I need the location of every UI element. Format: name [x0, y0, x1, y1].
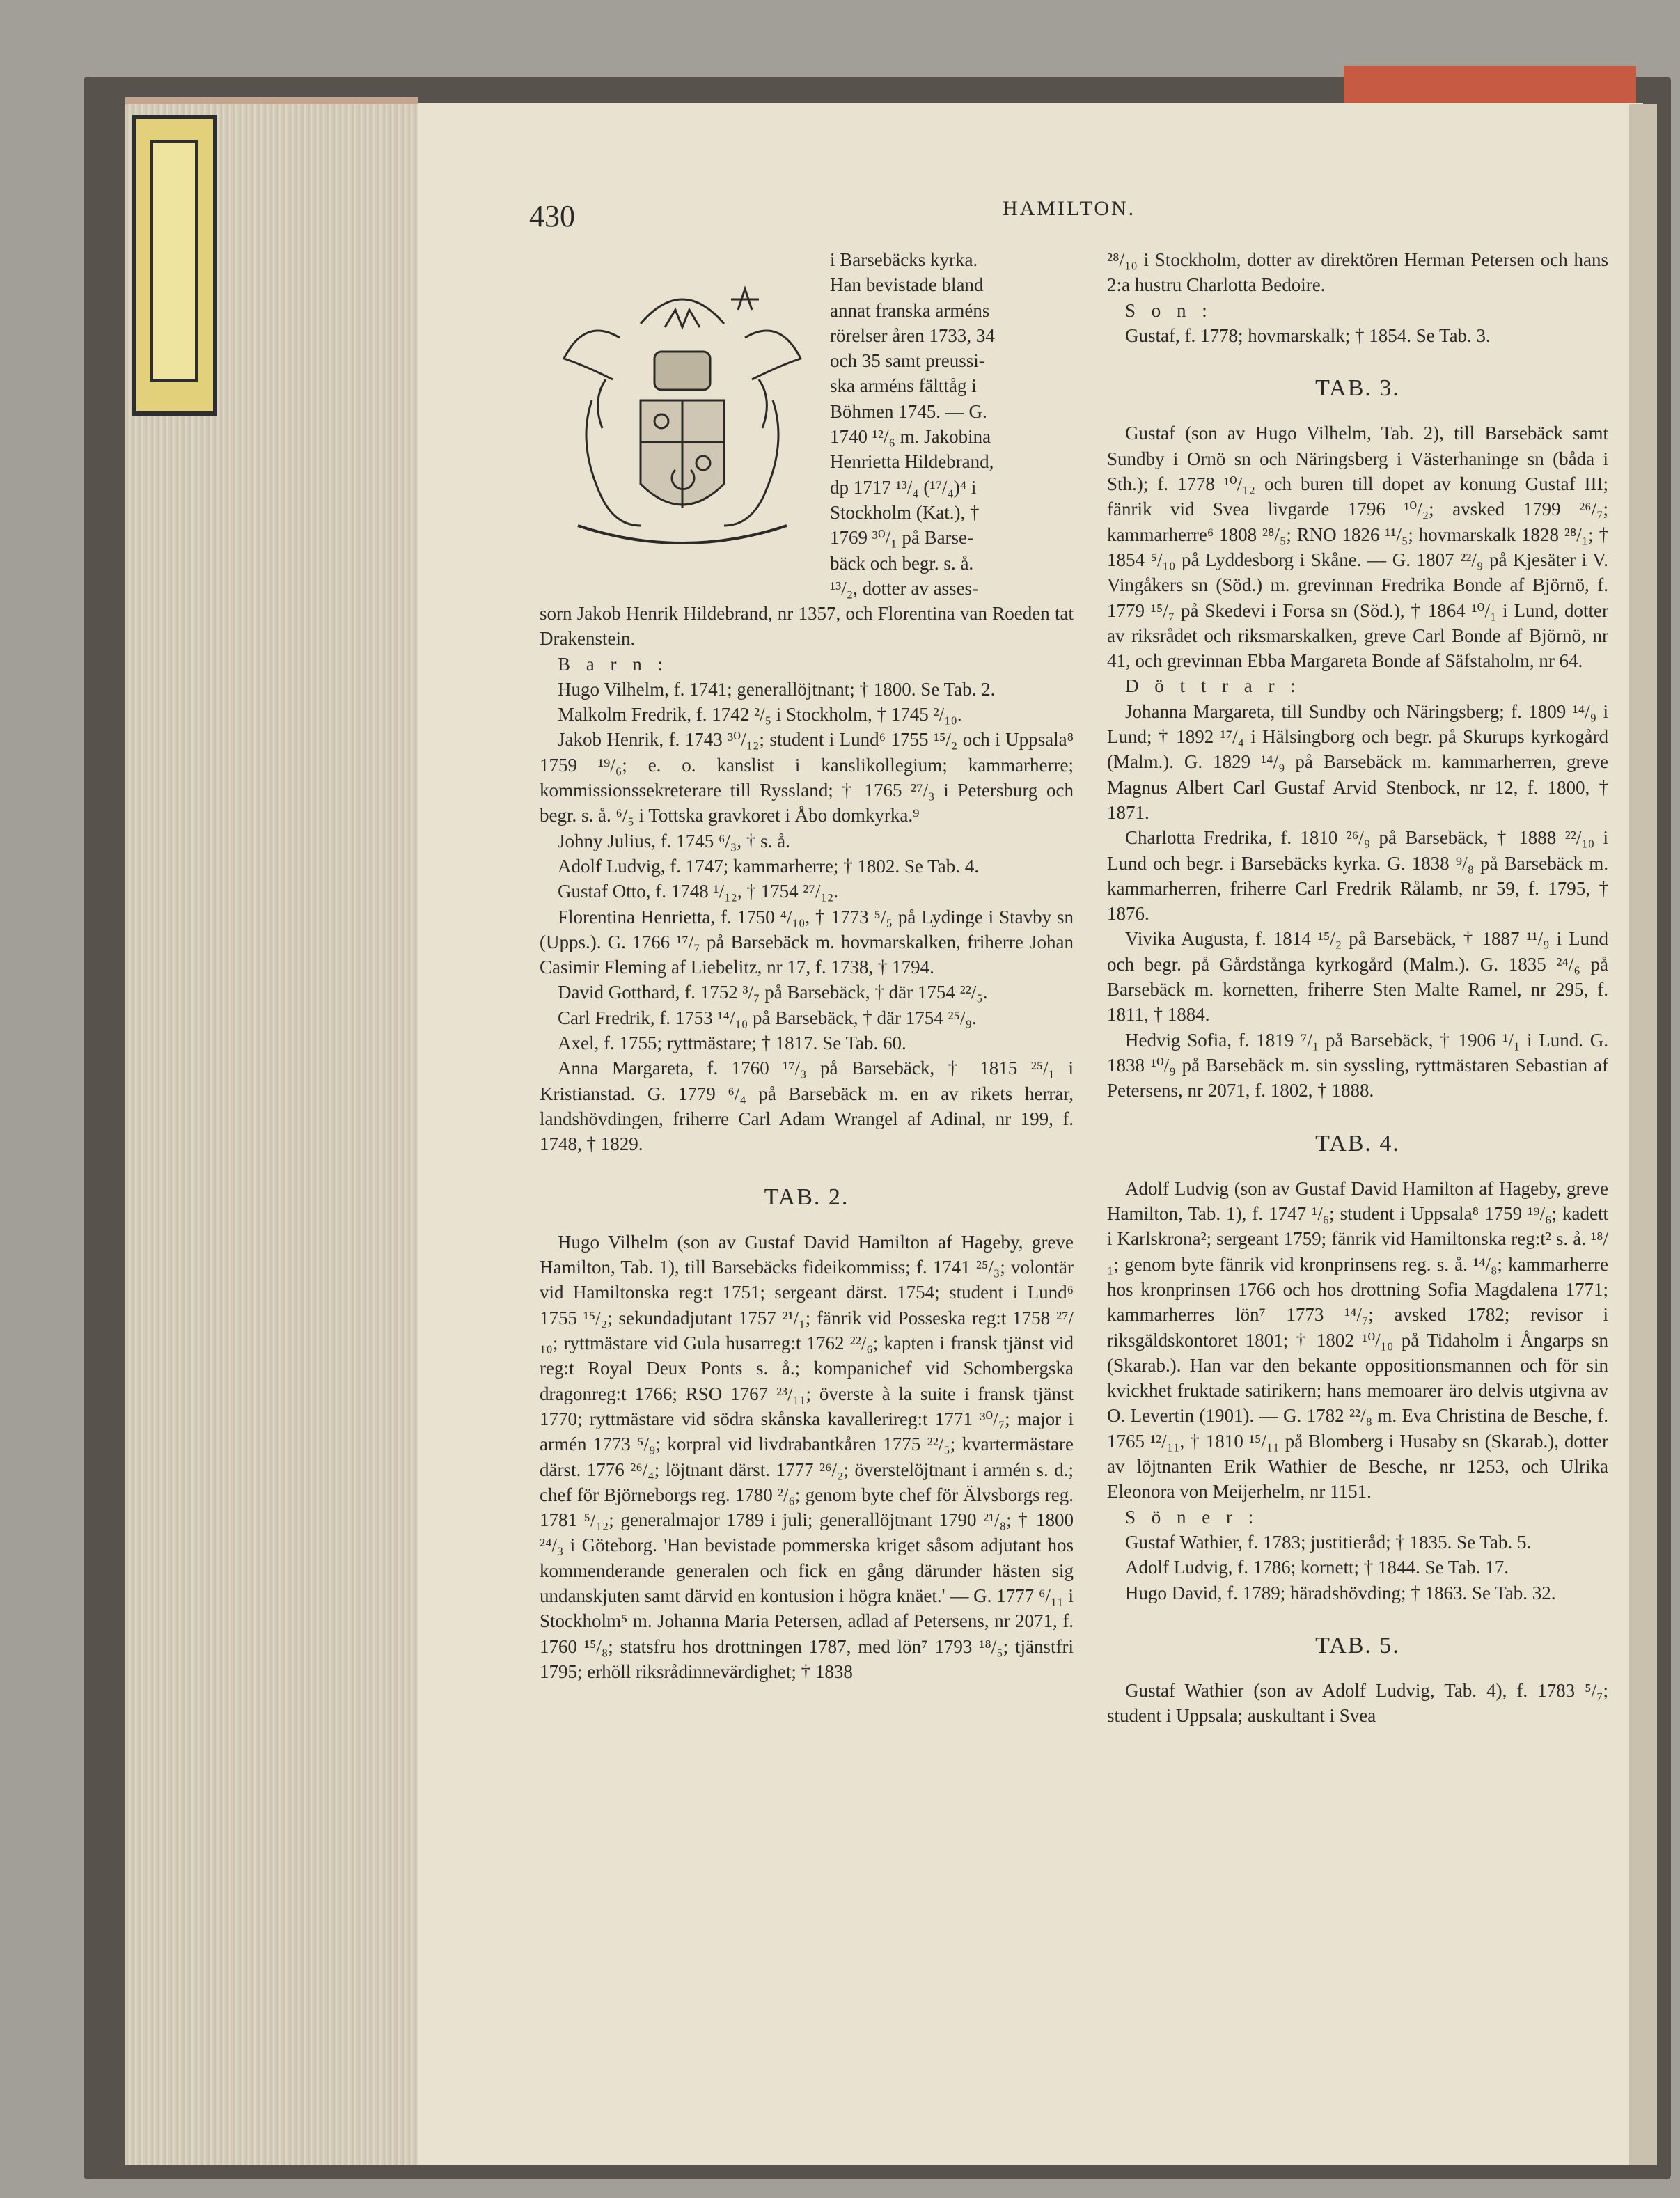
entry: Florentina Henrietta, f. 1750 ⁴/₁₀, † 1773 ⁵/₅ på Lydinge i Stavby sn (Upps.). G. 1766 ¹⁷/₇ på Barsebäck m. hovmarskalken, friherre Johan Casimir Fleming af Liebelitz, nr 17, f. 1738, † 1794.	[540, 906, 1074, 978]
wrap-line: Böhmen 1745. — G.	[830, 400, 987, 422]
entry: Jakob Henrik, f. 1743 ³⁰/₁₂; student i Lund⁶ 1755 ¹⁵/₂ och i Uppsala⁸ 1759 ¹⁹/₆; e. o. kanslist i kanslikollegium; kammarherre; kommissionssekreterare till Ryssland; † 1765 ²⁷/₃ i Petersburg och begr. s. å. ⁶/₅ i Tottska gravkoret i Åbo domkyrka.⁹	[540, 729, 1074, 826]
entry: Gustaf Otto, f. 1748 ¹/₁₂, † 1754 ²⁷/₁₂.	[558, 881, 838, 902]
paragraph: ²⁸/₁₀ i Stockholm, dotter av direktören Herman Petersen och hans 2:a hustru Charlotta Bedoire.	[1107, 249, 1608, 296]
right-column	[1107, 247, 1608, 1729]
entry: Adolf Ludvig (son av Gustaf David Hamilton af Hageby, greve Hamilton, Tab. 1), f. 1747 ¹/₆; student i Uppsala⁸ 1759 ¹⁹/₆; kadett i Karlskrona²; sergeant 1759; fänrik vid Hamiltonska reg:t² s. å. ¹⁸/₁; genom byte fänrik vid kronprinsens reg. s. å. ¹⁴/₈; kammarherre hos kronprinsen 1766 och hos drottning Sofia Magdalena 1771; kammarherres lön⁷ 1773 ¹⁴/₇; avsked 1782; revisor i riksgäldskontoret 1801; † 1802 ¹⁰/₁₀ på Tidaholm i Ångarps sn (Skarab.). Han var den bekante oppositionsmannen och för sin kvickhet fruktade satirikern; hans memoarer äro delvis utgivna av O. Levertin (1901). — G. 1782 ²²/₈ m. Eva Christina de Besche, f. 1765 ¹²/₁₁, † 1810 ¹⁵/₁₁ på Blomberg i Husaby sn (Skarab.), dotter av löjtnanten Erik Wathier de Besche, nr 1253, och Ulrika Eleonora von Meijerhelm, nr 1151.	[1107, 1177, 1608, 1502]
wrap-line: rörelser åren 1733, 34	[830, 324, 995, 346]
entry: Gustaf (son av Hugo Vilhelm, Tab. 2), till Barsebäck samt Sundby i Ornö sn och Näringsberg i Västerhaninge sn (båda i Sth.); f. 1778 ¹⁰/₁₂ och buren till dopet av konung Gustaf III; fänrik vid Svea livgarde 1796 ¹⁰/₂; avsked 1799 ²⁶/₇; kammarherre⁶ 1808 ²⁸/₅; RNO 1826 ¹¹/₅; hovmarskalk 1828 ²⁸/₁; † 1854 ⁵/₁₀ på Lyddesborg i Skåne. — G. 1807 ²²/₉ på Kjesäter i V. Vingåkers sn (Söd.) m. grevinnan Fredrika Bonde af Björnö, f. 1779 ¹⁵/₇ på Skedevi i Forsa sn (Söd.), † 1864 ¹⁰/₁ i Lund, dotter av riksrådet och riksmarskalken, greve Carl Bonde af Björnö, nr 41, och grevinnan Ebba Margareta Bonde af Säfstaholm, nr 64.	[1107, 423, 1608, 672]
wrap-line: bäck och begr. s. å.	[830, 552, 974, 574]
page-marker-tab	[1344, 66, 1636, 108]
wrap-line: ¹³/₂, dotter av asses-	[830, 577, 979, 599]
section-heading: TAB. 2.	[764, 1184, 849, 1210]
entry: Anna Margareta, f. 1760 ¹⁷/₃ på Barsebäck, † 1815 ²⁵/₁ i Kristianstad. G. 1779 ⁶/₄ på Barsebäck m. en av rikets herrar, landshövdingen, friherre Carl Adam Wrangel af Adinal, nr 199, f. 1748, † 1829.	[540, 1058, 1074, 1155]
wrap-line: ska arméns fälttåg i	[830, 375, 977, 397]
wrap-line: 1769 ³⁰/₁ på Barse-	[830, 527, 974, 549]
entry: Hedvig Sofia, f. 1819 ⁷/₁ på Barsebäck, † 1906 ¹/₁ i Lund. G. 1838 ¹⁰/₉ på Barsebäck m. sin syssling, ryttmästaren Sebastian af Petersens, nr 2071, f. 1802, † 1888.	[1107, 1029, 1608, 1101]
entry: Johanna Margareta, till Sundby och Näringsberg; f. 1809 ¹⁴/₉ i Lund; † 1892 ¹⁷/₄ i Hälsingborg och begr. på Skurups kyrkogård (Malm.). G. 1829 ¹⁴/₉ på Barsebäck m. kammarherren, greve Magnus Albert Carl Gustaf Arvid Stenbock, nr 12, f. 1800, † 1871.	[1107, 700, 1608, 823]
section-heading: TAB. 4.	[1315, 1130, 1400, 1156]
wrap-line: och 35 samt preussi-	[830, 350, 985, 372]
entry: Adolf Ludvig, f. 1747; kammarherre; † 1802. Se Tab. 4.	[558, 855, 979, 877]
wrap-text-block	[830, 247, 1074, 601]
entry: David Gotthard, f. 1752 ³/₇ på Barsebäck, † där 1754 ²²/₅.	[558, 982, 988, 1003]
subheading-sons: S ö n e r :	[1125, 1506, 1259, 1528]
entry: Vivika Augusta, f. 1814 ¹⁵/₂ på Barsebäck, † 1887 ¹¹/₉ i Lund och begr. på Gårdstånga kyrkogård (Malm.). G. 1835 ²⁴/₆ på Barsebäck m. kornetten, friherre Sten Malte Ramel, nr 295, f. 1811, † 1884.	[1107, 928, 1608, 1026]
entry: Johny Julius, f. 1745 ⁶/₃, † s. å.	[558, 830, 790, 851]
bookmark-tab	[132, 115, 217, 416]
wrap-line: i Barsebäcks kyrka.	[830, 249, 978, 270]
entry: Gustaf Wathier (son av Adolf Ludvig, Tab. 4), f. 1783 ⁵/₇; student i Uppsala; auskultant i Svea	[1107, 1680, 1608, 1727]
entry: Carl Fredrik, f. 1753 ¹⁴/₁₀ på Barsebäck, † där 1754 ²⁵/₉.	[558, 1007, 977, 1028]
page-number: 430	[529, 199, 575, 233]
section-heading: TAB. 5.	[1315, 1632, 1400, 1658]
running-head: HAMILTON.	[1003, 197, 1136, 220]
wrap-line: annat franska arméns	[830, 299, 990, 321]
paragraph: sorn Jakob Henrik Hildebrand, nr 1357, och Florentina van Roeden tat Drakenstein.	[540, 603, 1074, 650]
section-heading: TAB. 3.	[1315, 375, 1400, 402]
entry: Charlotta Fredrika, f. 1810 ²⁶/₉ på Barsebäck, † 1888 ²²/₁₀ i Lund och begr. i Barsebäcks kyrka. G. 1838 ⁹/₈ på Barsebäck m. kammarherren, friherre Carl Fredrik Rålamb, nr 59, f. 1795, † 1876.	[1107, 827, 1608, 925]
bookmark-frame	[150, 140, 198, 382]
entry: Malkolm Fredrik, f. 1742 ²/₅ i Stockholm, † 1745 ²/₁₀.	[558, 704, 962, 725]
entry: Adolf Ludvig, f. 1786; kornett; † 1844. Se Tab. 17.	[1125, 1557, 1509, 1578]
wrap-line: dp 1717 ¹³/₄ (¹⁷/₄)⁴ i	[830, 476, 977, 498]
subheading-son: S o n :	[1125, 299, 1213, 321]
entry: Axel, f. 1755; ryttmästare; † 1817. Se Tab. 60.	[558, 1033, 906, 1054]
coat-of-arms-image	[536, 261, 829, 567]
wrap-line: Han bevistade bland	[830, 274, 984, 296]
entry: Gustaf Wathier, f. 1783; justitieråd; † 1835. Se Tab. 5.	[1125, 1531, 1532, 1553]
page-right-edge	[1629, 104, 1657, 2165]
subheading-children: B a r n :	[558, 653, 668, 675]
entry: Hugo Vilhelm (son av Gustaf David Hamilton af Hageby, greve Hamilton, Tab. 1), till Barsebäcks fideikommiss; f. 1741 ²⁵/₃; volontär vid Hamiltonska reg:t 1751; sergeant därst. 1754; student i Lund⁶ 1755 ¹⁵/₂; sekundadjutant 1757 ²¹/₁; fänrik vid Posseska reg:t 1758 ²⁷/₁₀; ryttmästare vid Gula husarreg:t 1762 ²²/₆; kapten i fransk tjänst vid reg:t Royal Deux Ponts s. å.; kompanichef vid Schombergska dragonreg:t 1766; RSO 1767 ²³/₁₁; överste à la suite i fransk tjänst 1770; ryttmästare vid södra skånska kavallerireg:t 1771 ³⁰/₇; major i armén 1773 ⁵/₉; korpral vid livdrabantkåren 1775 ²²/₅; kvartermästare därst. 1776 ²⁶/₄; löjtnant därst. 1777 ²⁶/₂; överstelöjtnant i armén s. d.; chef för Björneborgs reg. 1780 ²/₆; genom byte chef för Älvsborgs reg. 1781 ⁵/₁₂; generalmajor 1789 i juli; generallöjtnant 1790 ²¹/₈; † 1800 ²⁴/₃ i Göteborg. 'Han bevistade pommerska kriget såsom adjutant hos kommenderande generalen och fick en gång därunder hästen sig undanskjuten samt därvid en kontusion i högra knäet.' — G. 1777 ⁶/₁₁ i Stockholm⁵ m. Johanna Maria Petersen, adlad af Petersens, nr 2071, f. 1760 ¹⁵/₈; statsfru hos drottningen 1787, med lön⁷ 1793 ¹⁸/₅; tjänstfri 1795; erhöll riksrådinnevärdighet; † 1838	[540, 1231, 1074, 1682]
wrap-line: Henrietta Hildebrand,	[830, 451, 994, 473]
entry: Hugo David, f. 1789; häradshövding; † 1863. Se Tab. 32.	[1125, 1582, 1556, 1603]
entry: Hugo Vilhelm, f. 1741; generallöjtnant; † 1800. Se Tab. 2.	[558, 678, 996, 700]
wrap-line: 1740 ¹²/₆ m. Jakobina	[830, 426, 991, 448]
subheading-daughters: D ö t t r a r :	[1125, 675, 1301, 697]
entry: Gustaf, f. 1778; hovmarskalk; † 1854. Se Tab. 3.	[1125, 324, 1491, 346]
wrap-line: Stockholm (Kat.), †	[830, 501, 980, 523]
left-column	[540, 601, 1074, 1684]
